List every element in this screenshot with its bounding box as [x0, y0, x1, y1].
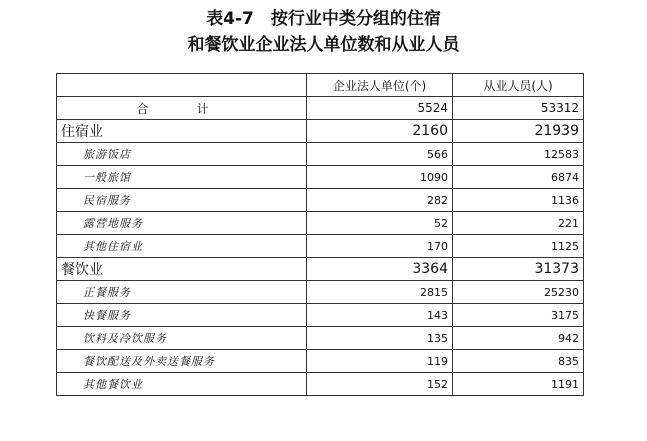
table-title-line-2: 和餐饮业企业法人单位数和从业人员 — [187, 35, 460, 55]
row-label: 住宿业 — [57, 120, 307, 143]
row-label: 合 计 — [57, 97, 307, 120]
row-employees: 3175 — [453, 304, 584, 327]
row-employees: 221 — [453, 212, 584, 235]
table-row — [57, 281, 584, 304]
row-employees: 12583 — [453, 143, 584, 166]
row-units: 143 — [307, 304, 453, 327]
row-label: 其他住宿业 — [57, 235, 307, 258]
row-label: 快餐服务 — [57, 304, 307, 327]
table-row — [57, 327, 584, 350]
row-employees: 1136 — [453, 189, 584, 212]
table-title-line-1: 表4-7 按行业中类分组的住宿 — [206, 9, 441, 29]
table-row — [57, 304, 584, 327]
table-row-catering — [57, 258, 584, 281]
row-label: 餐饮业 — [57, 258, 307, 281]
table-row — [57, 373, 584, 396]
row-employees: 6874 — [453, 166, 584, 189]
row-units: 2160 — [307, 120, 453, 143]
row-label: 饮料及冷饮服务 — [57, 327, 307, 350]
table-row — [57, 143, 584, 166]
row-label: 旅游饭店 — [57, 143, 307, 166]
table-row — [57, 189, 584, 212]
row-employees: 835 — [453, 350, 584, 373]
row-employees: 53312 — [453, 97, 584, 120]
statistics-table — [56, 73, 584, 396]
table-row-total — [57, 97, 584, 120]
row-units: 119 — [307, 350, 453, 373]
table-header-row — [57, 74, 584, 97]
header-category — [57, 74, 307, 97]
table-row — [57, 166, 584, 189]
row-label: 其他餐饮业 — [57, 373, 307, 396]
row-units: 135 — [307, 327, 453, 350]
row-label: 正餐服务 — [57, 281, 307, 304]
row-employees: 1191 — [453, 373, 584, 396]
row-employees: 942 — [453, 327, 584, 350]
row-units: 52 — [307, 212, 453, 235]
header-legal-units: 企业法人单位(个) — [307, 74, 453, 97]
row-units: 282 — [307, 189, 453, 212]
row-units: 1090 — [307, 166, 453, 189]
row-units: 3364 — [307, 258, 453, 281]
row-units: 566 — [307, 143, 453, 166]
row-units: 152 — [307, 373, 453, 396]
row-units: 2815 — [307, 281, 453, 304]
row-label: 民宿服务 — [57, 189, 307, 212]
row-employees: 31373 — [453, 258, 584, 281]
row-employees: 25230 — [453, 281, 584, 304]
row-units: 5524 — [307, 97, 453, 120]
table-row — [57, 235, 584, 258]
header-employees: 从业人员(人) — [453, 74, 584, 97]
row-employees: 21939 — [453, 120, 584, 143]
row-employees: 1125 — [453, 235, 584, 258]
table-row-accommodation — [57, 120, 584, 143]
row-label: 餐饮配送及外卖送餐服务 — [57, 350, 307, 373]
row-label: 一般旅馆 — [57, 166, 307, 189]
table-row — [57, 350, 584, 373]
row-label: 露营地服务 — [57, 212, 307, 235]
row-units: 170 — [307, 235, 453, 258]
table-row — [57, 212, 584, 235]
